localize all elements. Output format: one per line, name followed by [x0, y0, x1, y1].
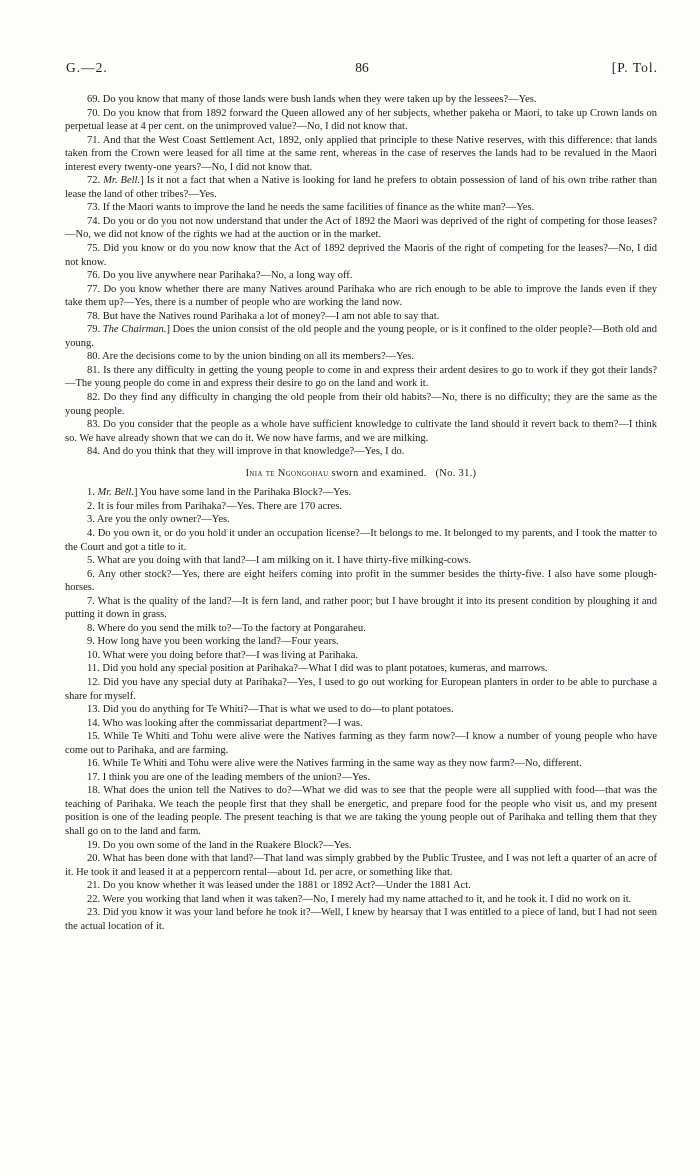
question-paragraph: 77. Do you know whether there are many Natives around Parihaka who are rich enough to be able to improve the lands even if they take them up?—Yes, there is a number of people who are working the land now. [65, 283, 657, 309]
question-paragraph: 21. Do you know whether it was leased under the 1881 or 1892 Act?—Under the 1881 Act. [87, 880, 471, 892]
question-paragraph: 19. Do you own some of the land in the Ruakere Block?—Yes. [87, 839, 352, 851]
witness-name: Inia te Ngongohau [245, 467, 329, 479]
section-reference: [P. Tol. [611, 60, 658, 75]
question-paragraph: 5. What are you doing with that land?—I am milking on it. I have thirty-five milking-cows. [87, 555, 472, 567]
question-paragraph: 12. Did you have any special duty at Parihaka?—Yes, I used to go out working for European planters in order to be able to purchase a share for myself. [65, 676, 657, 702]
question-paragraph: 3. Are you the only owner?—Yes. [87, 514, 230, 526]
question-paragraph: 9. How long have you been working the land?—Four years. [87, 636, 339, 648]
question-paragraph: 15. While Te Whiti and Tohu were alive were the Natives farming as they farm now?—I know a number of young people who have come out to Parihaka, and are farming. [65, 731, 657, 756]
question-paragraph: 6. Any other stock?—Yes, there are eight heifers coming into profit in the summer besides the thirty-five. I also have some plough-horses. [65, 568, 657, 594]
question-paragraph: 81. Is there any difficulty in getting the young people to come in and express their ardent desires to go to work if they got their lands?—The young people do come in and express their desire to go on the land and work it. [65, 364, 657, 390]
question-paragraph: 72. Mr. Bell.] Is it not a fact that when a Native is looking for land he prefers to obtain possession of land of his own tribe rather than lease the land of other tribes?—Yes. [65, 175, 658, 200]
question-paragraph: 11. Did you hold any special position at Parihaka?—What I did was to plant potatoes, kumeras, and marrows. [87, 663, 548, 675]
question-paragraph: 80. Are the decisions come to by the union binding on all its members?—Yes. [87, 351, 415, 363]
witness-heading [65, 467, 657, 481]
question-paragraph: 8. Where do you send the milk to?—To the factory at Pongaraheu. [87, 622, 366, 634]
question-paragraph: 69. Do you know that many of those lands were bush lands when they were taken up by the lessees?—Yes. [87, 94, 537, 105]
question-paragraph: 14. Who was looking after the commissariat department?—I was. [87, 717, 363, 729]
witness-heading-text: sworn and examined. [328, 467, 427, 479]
question-paragraph: 78. But have the Natives round Parihaka a lot of money?—I am not able to say that. [87, 310, 440, 322]
question-paragraph: 18. What does the union tell the Natives to do?—What we did was to see that the people were all supplied with food—that was the teaching of Parihaka. We teach the people first that they shall be energetic, and prepare food for the people who visit us, and my present position is one of the leading people. The present teaching is that we are taking the young people out of Parihaka and telling them that they shall go on to the land and farm. [65, 785, 657, 837]
question-paragraph: 4. Do you own it, or do you hold it under an occupation license?—It belongs to me. It belonged to my parents, and I took the matter to the Court and got a title to it. [65, 527, 657, 553]
question-paragraph: 73. If the Maori wants to improve the land he needs the same facilities of finance as the white man?—Yes. [87, 202, 535, 214]
question-paragraph: 23. Did you know it was your land before he took it?—Well, I knew by hearsay that I was entitled to a piece of land, but I had not seen the actual location of it. [65, 907, 657, 932]
document-body [65, 93, 657, 933]
questions-section-2 [65, 486, 657, 933]
question-paragraph: 20. What has been done with that land?—That land was simply grabbed by the Public Trustee, and I was not left a quarter of an acre of it. He took it and leased it at a peppercorn rental—about 1d. per acre, or something like that. [65, 853, 657, 878]
document-code: G.—2. [66, 60, 108, 75]
question-paragraph: 1. Mr. Bell.] You have some land in the Parihaka Block?—Yes. [87, 487, 352, 499]
question-paragraph: 2. It is four miles from Parihaka?—Yes. There are 170 acres. [87, 500, 343, 512]
page-header [66, 60, 658, 80]
question-paragraph: 83. Do you consider that the people as a whole have sufficient knowledge to cultivate the land should it revert back to them?—I think so. We have already shown that we can do it. We now have farms, and we are milking. [65, 419, 657, 444]
question-paragraph: 17. I think you are one of the leading members of the union?—Yes. [87, 771, 370, 783]
speaker-name: The Chairman. [102, 324, 167, 336]
witness-number: (No. 31.) [435, 467, 477, 479]
question-paragraph: 76. Do you live anywhere near Parihaka?—No, a long way off. [87, 270, 353, 282]
speaker-name: Mr. Bell. [103, 175, 141, 187]
question-paragraph: 84. And do you think that they will improve in that knowledge?—Yes, I do. [87, 446, 405, 458]
questions-section-1 [65, 93, 657, 459]
question-paragraph: 75. Did you know or do you now know that the Act of 1892 deprived the Maoris of the right of competing for the leases?—No, I did not know. [65, 243, 657, 268]
question-paragraph: 70. Do you know that from 1892 forward the Queen allowed any of her subjects, whether pakeha or Maori, to take up Crown lands on perpetual lease at 4 per cent. on the unimproved value?—No, I did not know that. [65, 107, 657, 133]
speaker-name: Mr. Bell. [97, 487, 134, 499]
page-number: 86 [355, 60, 369, 75]
question-paragraph: 16. While Te Whiti and Tohu were alive were the Natives farming in the same way as they now farm?—No, different. [87, 758, 582, 770]
question-paragraph: 71. And that the West Coast Settlement Act, 1892, only applied that principle to these Native reserves, with this difference: that lands taken from the Crown were leased for all time at the same rent, whereas in the case of reserves the lands had to be revalued in the Maori interest every twenty-one years?—No, I did not know that. [65, 134, 657, 173]
question-paragraph: 79. The Chairman.] Does the union consist of the old people and the young people, or is it confined to the older people?—Both old and young. [65, 324, 658, 349]
question-paragraph: 7. What is the quality of the land?—It is fern land, and rather poor; but I have brought it into its present condition by ploughing it and putting it down in grass. [65, 595, 657, 621]
question-paragraph: 10. What were you doing before that?—I was living at Parihaka. [87, 649, 358, 661]
question-paragraph: 13. Did you do anything for Te Whiti?—That is what we used to do—to plant potatoes. [87, 704, 454, 716]
question-paragraph: 82. Do they find any difficulty in changing the old people from their old habits?—No, there is no difficulty; they are the same as the young people. [65, 392, 657, 417]
question-paragraph: 74. Do you or do you not now understand that under the Act of 1892 the Maori was deprived of the right of competing for those leases?—No, we did not know of the rights we had at the auction or in the market. [65, 215, 657, 241]
question-paragraph: 22. Were you working that land when it was taken?—No, I merely had my name attached to it, and he took it. I did no work on it. [87, 893, 632, 905]
